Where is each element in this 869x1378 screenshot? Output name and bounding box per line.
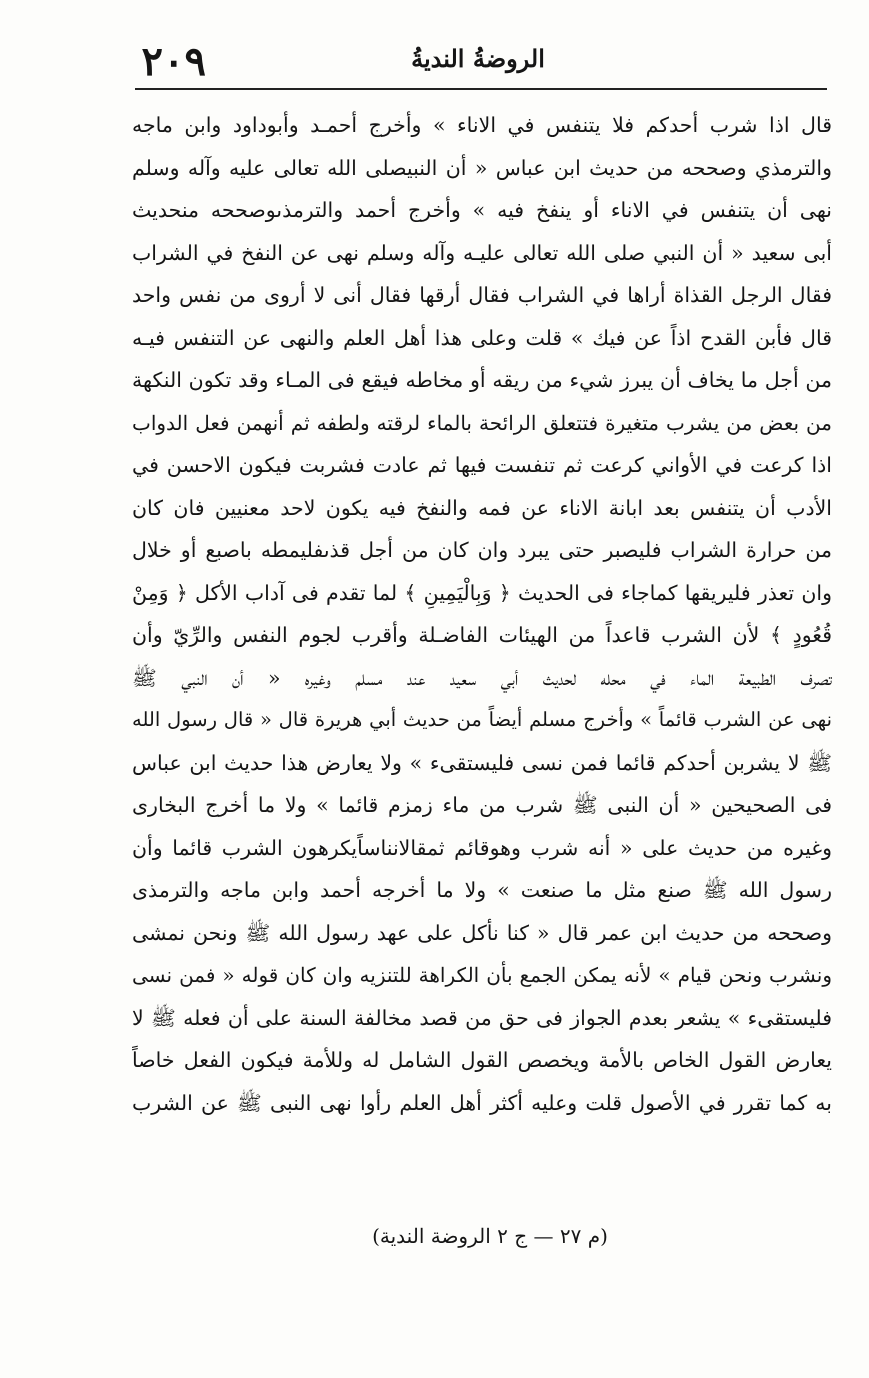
text-line: قُعُودٍ ﴾ لأن الشرب قاعداً من الهيئات الفاضـلة وأقرب لجوم النفس والرِّيّ وأن xyxy=(132,623,832,647)
header-rule xyxy=(135,88,827,90)
text-line: فقال الرجل القذاة أراها في الشراب فقال أرقها فقال أنى لا أروى من نفس واحد xyxy=(132,283,832,307)
text-line: نهى عن الشرب قائماً » وأخرج مسلم أيضاً من حديث أبي هريرة قال « قال رسول الله xyxy=(132,708,832,731)
text-line: رسول الله ﷺ صنع مثل ما صنعت » ولا ما أخرجه أحمد وابن ماجه والترمذى xyxy=(132,878,832,902)
text-line: ونشرب ونحن قيام » لأنه يمكن الجمع بأن الكراهة للتنزيه وان كان قوله « فمن نسى xyxy=(132,963,832,987)
text-line: والترمذي وصححه من حديث ابن عباس « أن النبيصلى الله تعالى عليه وآله وسلم xyxy=(132,155,832,180)
text-line: من أجل ما يخاف أن يبرز شيء من ريقه أو مخاطه فيقع فى المـاء وقد تكون النكهة xyxy=(132,368,832,392)
text-line: به كما تقرر في الأصول قلت وعليه أكثر أهل العلم رأوا نهى النبى ﷺ عن الشرب xyxy=(132,1090,832,1115)
text-line: وان تعذر فليريقها كماجاء فى الحديث ﴿ وَبِالْيَمِينِ ﴾ لما تقدم فى آداب الأكل ﴿ وَمِنْ xyxy=(132,580,832,605)
text-line: الأدب أن يتنفس بعد ابانة الاناء عن فمه والنفخ فيه يكون لاحد معنيين فان كان xyxy=(132,495,832,520)
signature-mark: (م ٢٧ — ج ٢ الروضة الندية) xyxy=(372,1224,608,1248)
running-title: الروضةُ النديةُ xyxy=(411,44,545,73)
text-line: قال اذا شرب أحدكم فلا يتنفس في الاناء » وأخرج أحمـد وأبوداود وابن ماجه xyxy=(132,113,832,137)
text-line: يعارض القول الخاص بالأمة ويخصص القول الشامل له وللأمة فيكون الفعل خاصاً xyxy=(132,1048,832,1072)
text-line: من بعض من يشرب متغيرة فتتعلق الرائحة بالماء لرقته ولطفه ثم أنهمن فعل الدواب xyxy=(132,410,832,435)
text-line: وصححه من حديث ابن عمر قال « كنا نأكل على عهد رسول الله ﷺ ونحن نمشى xyxy=(132,920,832,945)
text-line: وغيره من حديث على « أنه شرب وهوقائم ثمقالانناساًيكرهون الشرب قائما وأن xyxy=(132,835,832,860)
text-line: نهى أن يتنفس في الاناء أو ينفخ فيه » وأخرج أحمد والترمذىوصححه منحديث xyxy=(132,198,832,222)
body-text xyxy=(132,104,832,1124)
text-line: اذا كرعت في الأواني كرعت ثم تنفست فيها ثم عادت فشربت فيكون الاحسن في xyxy=(132,453,832,477)
text-line: من حرارة الشراب فليصبر حتى يبرد وان كان من أجل قذىفليمطه باصبع أو خلال xyxy=(132,538,832,562)
text-line: أبى سعيد « أن النبي صلى الله تعالى عليـه وآله وسلم نهى عن النفخ في الشراب xyxy=(132,240,832,265)
page-header xyxy=(130,30,826,86)
text-line: تصرف الطبيعة الماء في محله لحديث أبي سعيد عند مسلم وغيره « أن النبي ﷺ xyxy=(132,665,832,690)
text-line: فى الصحيحين « أن النبى ﷺ شرب من ماء زمزم قائما » ولا ما أخرج البخارى xyxy=(132,793,832,817)
text-line: فليستقىء » يشعر بعدم الجواز فى حق من قصد مخالفة السنة على أن فعله ﷺ لا xyxy=(132,1005,832,1030)
text-line: ﷺ لا يشربن أحدكم قائما فمن نسى فليستقىء » ولا يعارض هذا حديث ابن عباس xyxy=(132,750,832,775)
page-number: ٢٠٩ xyxy=(141,38,206,85)
text-line: قال فأبن القدح اذاً عن فيك » قلت وعلى هذا أهل العلم والنهى عن التنفس فيـه xyxy=(132,325,832,350)
